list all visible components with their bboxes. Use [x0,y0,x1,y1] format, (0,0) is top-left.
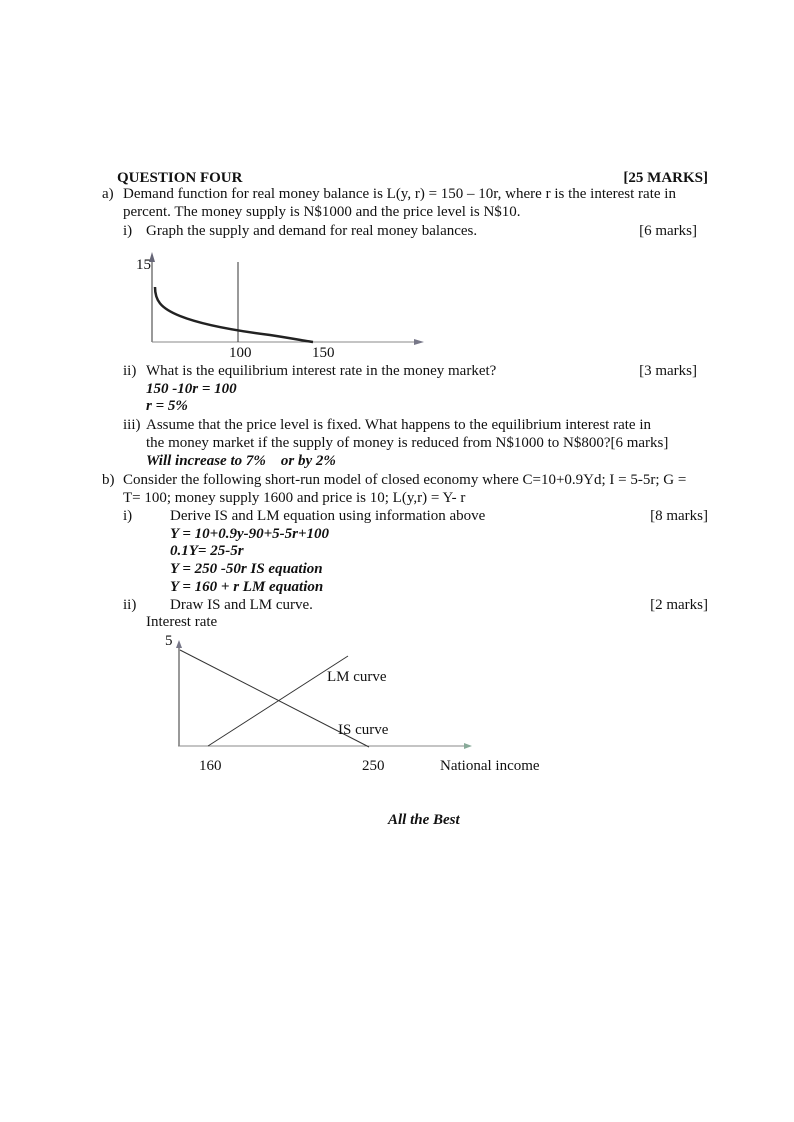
q-a-ii-text: What is the equilibrium interest rate in the money market? [146,363,497,379]
answer-line: Y = 160 + r LM equation [170,579,324,595]
q-a-iii-text: Assume that the price level is fixed. What happens to the equilibrium interest rate in [146,417,651,433]
money-market-graph [149,252,424,345]
part-b-intro-2: T= 100; money supply 1600 and price is 10; L(y,r) = Y- r [123,490,466,506]
is-curve-label: IS curve [338,722,389,738]
part-a-intro-2: percent. The money supply is N$1000 and the price level is N$10. [123,204,521,220]
y-axis-arrow-icon [176,640,182,648]
answer-line: Y = 10+0.9y-90+5-5r+100 [170,526,330,542]
q-b-i-marks: [8 marks] [650,508,708,524]
q-a-i-text: Graph the supply and demand for real money balances. [146,223,478,239]
question-marks: [25 MARKS] [623,170,708,186]
part-b-intro: Consider the following short-run model of closed economy where C=10+0.9Yd; I = 5-5r; G = [123,472,687,488]
graph2-y-tick: 5 [165,633,173,649]
q-b-i-label: i) [123,508,133,524]
part-a-intro: Demand function for real money balance is L(y, r) = 150 – 10r, where r is the interest rate in [123,186,676,202]
answer-line: r = 5% [146,398,188,414]
q-a-i-label: i) [123,223,133,239]
graph2-x-tick-250: 250 [362,758,385,774]
q-a-i-marks: [6 marks] [639,223,697,239]
q-b-ii-text: Draw IS and LM curve. [170,597,313,613]
part-b-label: b) [102,472,115,488]
lm-curve-label: LM curve [327,669,387,685]
money-demand-curve [155,287,313,342]
q-a-iii-label: iii) [123,417,141,433]
answer-line: Y = 250 -50r IS equation [170,561,323,577]
answer-line: Will increase to 7% or by 2% [146,453,336,469]
x-axis-arrow-icon [414,339,424,345]
answer-line: 150 -10r = 100 [146,381,237,397]
q-b-ii-marks: [2 marks] [650,597,708,613]
graph1-x-tick-100: 100 [229,345,252,361]
part-a-label: a) [102,186,114,202]
q-a-ii-label: ii) [123,363,137,379]
graph2-y-label: Interest rate [146,614,218,630]
graph2-x-tick-160: 160 [199,758,222,774]
closing-text: All the Best [388,812,460,828]
q-b-i-text: Derive IS and LM equation using information above [170,508,486,524]
q-a-ii-marks: [3 marks] [639,363,697,379]
graph1-x-tick-150: 150 [312,345,335,361]
graph1-y-tick: 15 [136,257,151,273]
q-b-ii-label: ii) [123,597,137,613]
q-a-iii-text-2: the money market if the supply of money is reduced from N$1000 to N$800?[6 marks] [146,435,669,451]
answer-line: 0.1Y= 25-5r [170,543,244,559]
x-axis-arrow-icon [464,743,472,749]
question-title: QUESTION FOUR [117,170,243,186]
is-lm-graph [176,640,472,749]
graph2-x-label: National income [440,758,540,774]
